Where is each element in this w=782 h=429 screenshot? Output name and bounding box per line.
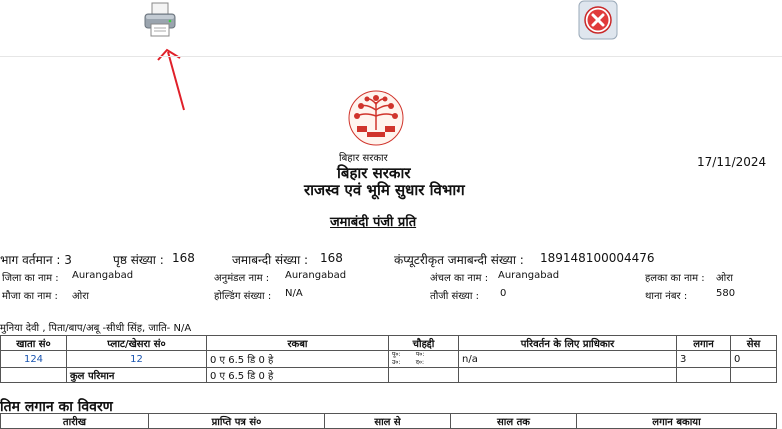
bhag-vartaman: भाग वर्तमान : 3	[0, 253, 72, 267]
col-plot: प्लाट/खेसरा सं०	[67, 336, 207, 351]
chauhaddi-line-2	[392, 359, 455, 367]
anumandal-value: Aurangabad	[285, 270, 347, 281]
govt-title: बिहार सरकार	[337, 164, 411, 182]
mauja-label: मौजा का नाम :	[2, 291, 58, 302]
chauhaddi-uttar: उ०:	[392, 359, 401, 366]
chauhaddi-line-1	[392, 351, 455, 359]
khata-cell[interactable]: 124	[1, 351, 67, 368]
tauji-value: 0	[500, 288, 507, 299]
close-button[interactable]	[578, 0, 618, 40]
govt-small-label: बिहार सरकार	[339, 153, 388, 164]
halka-label: हलका का नाम :	[645, 273, 705, 284]
prishth-label: पृष्ठ संख्या :	[113, 253, 164, 267]
document-title: जमाबंदी पंजी प्रति	[330, 215, 417, 230]
chauhaddi-paschim: प०:	[415, 351, 425, 358]
total-empty-cell	[1, 368, 67, 383]
col-lagan: लगान	[677, 336, 731, 351]
total-empty-cell	[389, 368, 459, 383]
total-empty-cell	[677, 368, 731, 383]
thana-value: 580	[716, 288, 736, 299]
col-rakba: रकबा	[207, 336, 389, 351]
jila-value: Aurangabad	[72, 270, 134, 281]
toolbar-divider	[0, 56, 782, 57]
print-button[interactable]	[140, 0, 180, 40]
total-empty-cell	[731, 368, 777, 383]
col-adhikar: परिवर्तन के लिए प्राधिकार	[459, 336, 677, 351]
chauhaddi-cell	[389, 351, 459, 368]
col-prapti-patra: प्राप्ति पत्र सं०	[149, 414, 325, 429]
chauhaddi-dakshin: द०:	[415, 359, 425, 366]
lagan-cell: 3	[677, 351, 731, 368]
table-row	[1, 351, 777, 368]
holding-label: होल्डिंग संख्या :	[214, 291, 272, 302]
bihar-emblem-logo	[343, 90, 409, 146]
jamabandi-value: 168	[320, 251, 343, 265]
thana-label: थाना नंबर :	[645, 291, 688, 302]
rakba-cell: 0 ए 6.5 डि 0 हे	[207, 351, 389, 368]
col-khata: खाता सं०	[1, 336, 67, 351]
holding-value: N/A	[285, 288, 303, 299]
total-label: कुल परिमान	[67, 368, 207, 383]
col-ses: सेस	[731, 336, 777, 351]
print-date: 17/11/2024	[697, 155, 767, 169]
col-lagan-bakaya: लगान बकाया	[577, 414, 777, 429]
chauhaddi-purab: पू०:	[392, 351, 401, 358]
close-icon	[578, 0, 618, 40]
lagan-table	[0, 413, 777, 429]
anchal-label: अंचल का नाम :	[430, 273, 489, 284]
jamabandi-label: जमाबन्दी संख्या :	[232, 253, 309, 267]
computerized-label: कंप्यूटरीकृत जमाबन्दी संख्या :	[394, 253, 524, 267]
lagan-section-title: तिम लगान का विवरण	[0, 399, 113, 415]
tauji-label: तौजी संख्या :	[430, 291, 480, 302]
printer-icon	[140, 0, 180, 40]
total-rakba: 0 ए 6.5 डि 0 हे	[207, 368, 389, 383]
col-saal-se: साल से	[325, 414, 451, 429]
anumandal-label: अनुमंडल नाम :	[214, 273, 270, 284]
plot-cell[interactable]: 12	[67, 351, 207, 368]
department-title: राजस्व एवं भूमि सुधार विभाग	[304, 181, 465, 199]
col-tarikh: तारीख	[1, 414, 149, 429]
anchal-value: Aurangabad	[498, 270, 560, 281]
prishth-value: 168	[172, 251, 195, 265]
land-table-header	[1, 336, 777, 351]
red-arrow-annotation	[150, 44, 200, 114]
total-empty-cell	[459, 368, 677, 383]
jila-label: जिला का नाम :	[2, 273, 59, 284]
halka-value: ओरा	[716, 273, 733, 284]
land-table	[0, 335, 777, 383]
computerized-value: 189148100004476	[540, 251, 655, 265]
col-chauhaddi: चौहद्दी	[389, 336, 459, 351]
total-row	[1, 368, 777, 383]
ses-cell: 0	[731, 351, 777, 368]
adhikar-cell: n/a	[459, 351, 677, 368]
owner-details: मुनिया देवी , पिता/बाप/अबू -सीधी सिंह, जाति- N/A	[0, 323, 192, 334]
mauja-value: ओरा	[72, 291, 89, 302]
lagan-table-header	[1, 414, 777, 429]
col-saal-tak: साल तक	[451, 414, 577, 429]
